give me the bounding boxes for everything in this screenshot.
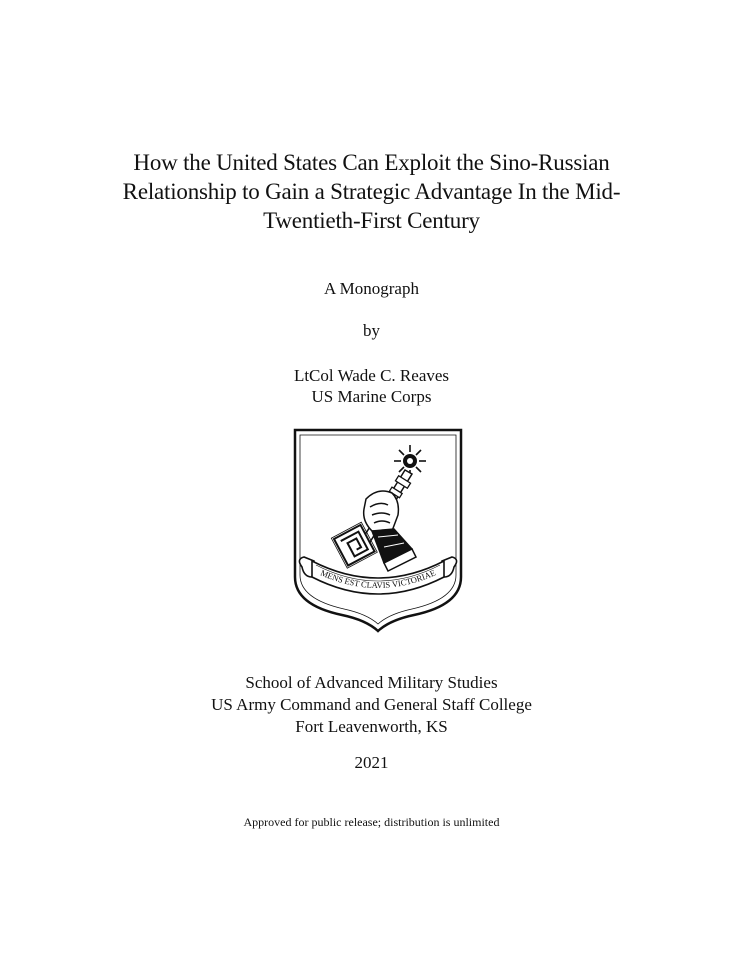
release-statement: Approved for public release; distribution is unlimited: [243, 815, 500, 829]
sams-crest-image: [292, 427, 464, 633]
publication-year: 2021: [354, 753, 389, 772]
author-name: LtCol Wade C. Reaves: [293, 366, 450, 385]
document-title: [0, 148, 743, 235]
document-subtitle: A Monograph: [324, 279, 419, 298]
institution-line: School of Advanced Military Studies: [245, 673, 498, 692]
author-service: US Marine Corps: [311, 387, 432, 406]
title-line: Twentieth-First Century: [263, 208, 480, 233]
title-line: How the United States Can Exploit the Sino-Russian: [133, 150, 610, 175]
crest-motto: MENS EST CLAVIS VICTORIAE: [319, 567, 437, 591]
author-block: [0, 365, 743, 407]
byline-label: by: [363, 321, 380, 340]
institution-line: Fort Leavenworth, KS: [295, 717, 448, 736]
institution-line: US Army Command and General Staff College: [211, 695, 532, 714]
title-line: Relationship to Gain a Strategic Advantage In the Mid-: [122, 179, 621, 204]
institution-block: [0, 672, 743, 738]
